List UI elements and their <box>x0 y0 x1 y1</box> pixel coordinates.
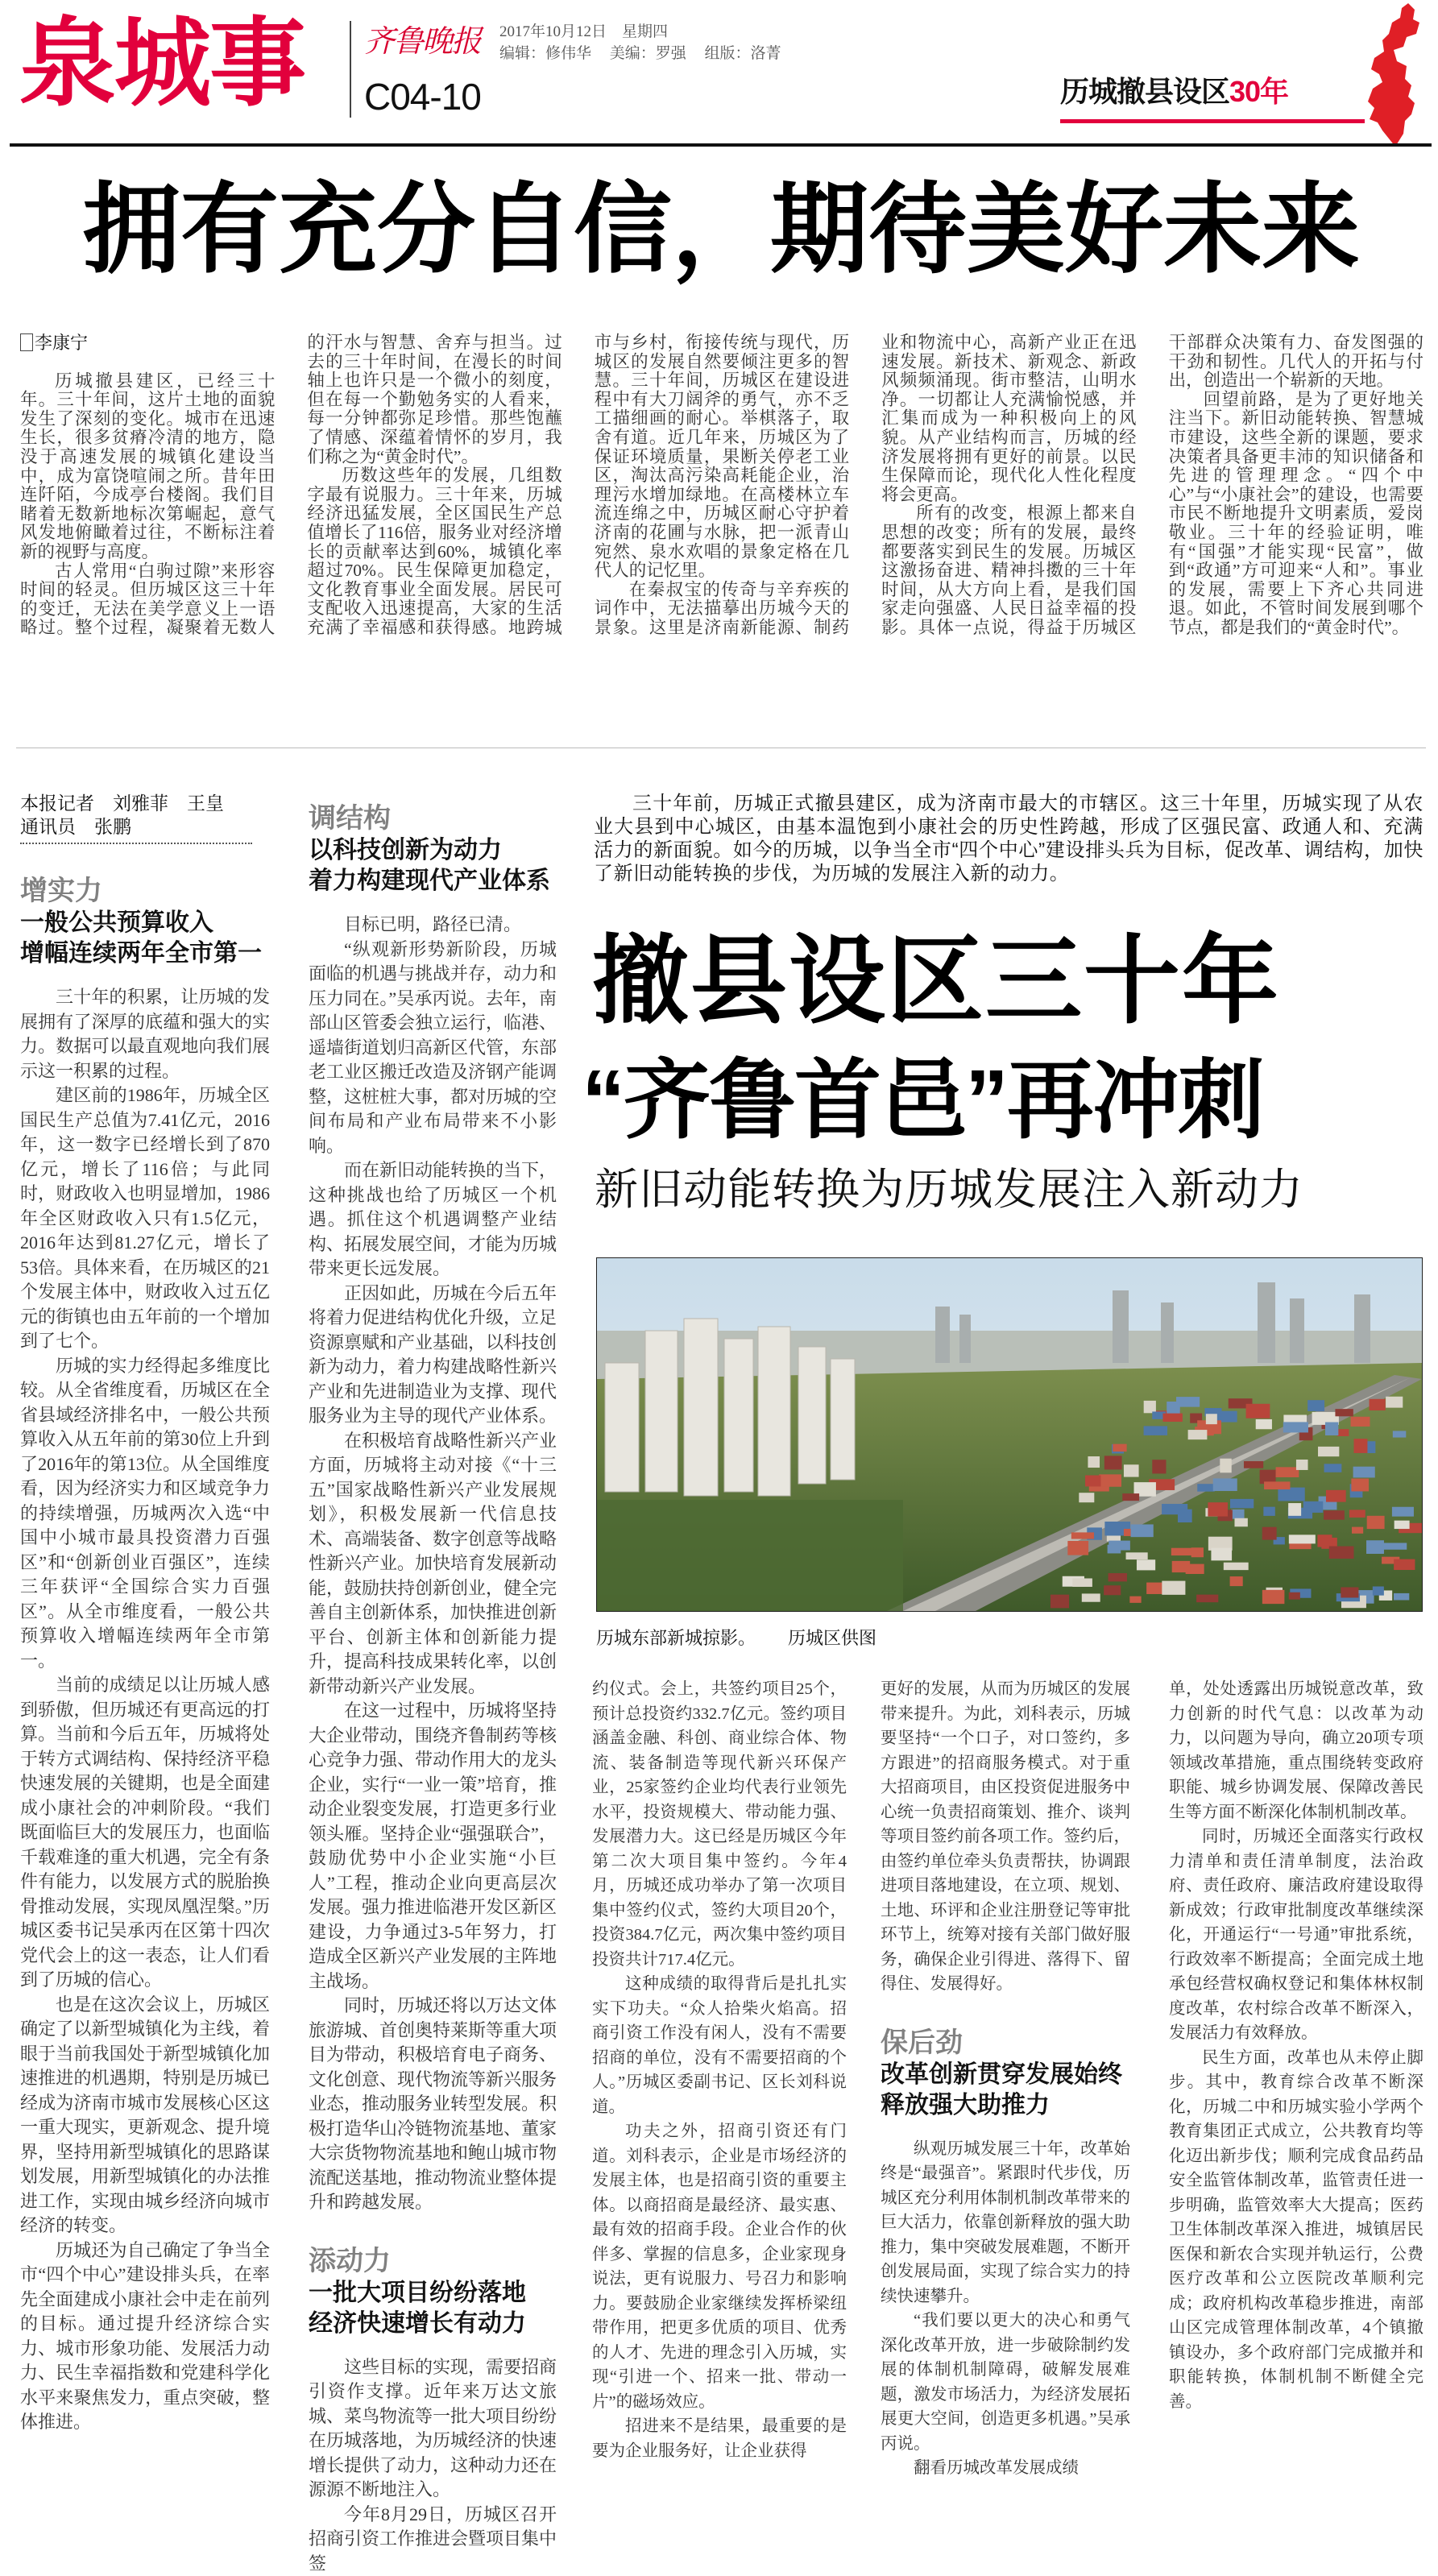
series-label-text: 历城撤县设区 <box>1060 75 1229 108</box>
photo-roof <box>1262 1590 1285 1604</box>
section-headline-line: 以科技创新为动力 <box>309 835 557 866</box>
photo-roof <box>1131 1524 1154 1537</box>
photo-roof <box>1109 1541 1130 1551</box>
photo-roof <box>1197 1484 1215 1491</box>
photo-roof <box>1067 1541 1088 1555</box>
article-paragraph: 历城撤县建区，已经三十年。三十年间，这片土地的面貌发生了深刻的变化。城市在迅速生长，很多贫瘠冷清的地方，隐没于高速发展的城镇化建设当中，成为富饶喧闹之所。昔年田连阡陌，今成亭台楼阁。我们目睹着无数新地标次第崛起，意气风发地俯瞰着过往，不断标注着新的视野与高度。 <box>20 372 275 562</box>
author-box-icon <box>20 333 33 351</box>
photo-roof <box>1349 1510 1365 1518</box>
photo-roof <box>1283 1422 1308 1432</box>
photo-roof <box>1256 1419 1272 1429</box>
photo-roof <box>1178 1510 1192 1522</box>
city-aerial-photo <box>596 1257 1423 1612</box>
article-paragraph: 今年8月29日，历城区召开招商引资工作推进会暨项目集中签 <box>309 2503 557 2576</box>
photo-roof <box>1394 1593 1409 1601</box>
photo-roof <box>1162 1414 1182 1422</box>
section-heading <box>881 2026 1130 2121</box>
photo-roof <box>1326 1490 1346 1502</box>
article-paragraph: 在这一过程中，历城将坚持大企业带动，围绕齐鲁制药等核心竞争力强、带动作用大的龙头企业，实行“一业一策”培育，推动企业裂变发展，打造更多行业领头雁。坚持企业“强强联合”，鼓励优势中小企业实施“小巨人”工程，推动企业向更高层次发展。强力推进临港开发区新区建设，力争通过3-5年努力，打造成全区新兴产业发展的主阵地主战场。 <box>309 1699 557 1994</box>
article-paragraph: 这种成绩的取得背后是扎扎实实下功夫。“众人拾柴火焰高。招商引资工作没有闲人，没有不需要招商的单位，没有不需要招商的个人。”历城区委副书记、区长刘科说道。 <box>592 1972 847 2119</box>
main-headline: 拥有充分自信，期待美好未来 <box>32 173 1410 286</box>
photo-roof <box>1113 1444 1126 1452</box>
photo-roof <box>1262 1527 1277 1540</box>
section-headline-line: 增幅连续两年全市第一 <box>20 938 270 969</box>
article-paragraph: 也是在这次会议上，历城区确定了以新型城镇化为主线，着眼于当前我国处于新型城镇化加速推进的机遇期，特别是历城已经成为济南市城市发展核心区这一重大现实，更新观念、提升境界，坚持用新型城镇化的思路谋划发展，用新型城镇化的办法推进工作，实现由城乡经济向城市经济的转变。 <box>20 1993 270 2238</box>
section-kicker: 添动力 <box>309 2244 557 2278</box>
series-label <box>1060 74 1288 110</box>
photo-roof <box>1208 1502 1228 1516</box>
article-paragraph: 历数这些年的发展，几组数字最有说服力。三十年来，历城经济迅猛发展，全区国民生产总值增长了116倍，服务业对经济增长的贡献率达到60%，城镇化率超过70%。民生保障更加稳定，文化教育事业全面发展。居民可支配收入迅速提高，大家的生活充满了幸福感和获得感。地跨城市与乡村，衔接传统与现代，历城区的发展自然要倾注更多的智慧。三十年间，历城区在建设进程中有大刀阔斧的勇气，亦不乏工描细画的耐心。举棋落子，取舍有道。近几年来，历城区为了保证环境质量，果断关停老工业区，淘汰高污染高耗能企业，治理污水增加绿地。在高楼林立车流连绵之中，历城区耐心守护着济南的花圃与水脉，把一派青山宛然、泉水欢唱的景象定格在几代人的记忆里。 <box>307 333 849 638</box>
photo-roof <box>1231 1510 1244 1519</box>
newspaper-logo: 齐鲁晚报 <box>364 21 480 63</box>
article-paragraph: 约仪式。会上，共签约项目25个，预计总投资约332.7亿元。签约项目涵盖金融、科创、商业综合体、物流、装备制造等现代新兴环保产业，25家签约企业均代表行业领先水平，投资规模大、带动能力强、发展潜力大。这已经是历城区今年第二次大项目集中签约。今年4月，历城还成功举办了第一次项目集中签约仪式，签约大项目20个，投资384.7亿元，两次集中签约项目投资共计717.4亿元。 <box>592 1677 847 1972</box>
photo-roof <box>1162 1581 1185 1595</box>
photo-roof <box>1129 1597 1141 1603</box>
column-right-1 <box>592 1677 847 2463</box>
photo-roof <box>1307 1400 1324 1411</box>
article-author <box>20 333 275 353</box>
article-paragraph: 目标已明，路径已清。 <box>309 913 557 938</box>
photo-roof <box>1104 1456 1122 1469</box>
photo-roof <box>1051 1595 1069 1609</box>
photo-roof <box>1196 1595 1218 1603</box>
photo-roof <box>1172 1561 1190 1572</box>
article-paragraph: 历城还为自己确定了争当全市“四个中心”建设排头兵，在率先全面建成小康社会中走在前列的目标。通过提升经济综合实力、城市形象功能、发展活力动力、民生幸福指数和党建科学化水平来聚焦发力，重点突破，整体推进。 <box>20 2238 270 2435</box>
photo-roof <box>1191 1547 1204 1557</box>
photo-roof <box>1230 1499 1254 1509</box>
photo-roof <box>1088 1456 1100 1468</box>
photo-roof <box>1220 1459 1231 1473</box>
article-paragraph: 民生方面，改革也从未停止脚步。其中，教育综合改革不断深化，历城二中和历城实验小学两个教育集团正式成立，公共教育均等化迈出新步伐；顺利完成食品药品安全监管体制改革，监管责任进一步明确，监管效率大大提高；医药卫生体制改革深入推进，城镇居民医保和新农合实现并轨运行，公费医疗改革和公立医院改革顺利完成；政府机构改革稳步推进，南部山区完成管理体制改革，4个镇撤镇设办，多个政府部门完成撤并和职能转换，体制机制不断健全完善。 <box>1169 2046 1423 2415</box>
author-name: 李康宁 <box>35 333 88 353</box>
photo-roof <box>1152 1460 1166 1473</box>
article-paragraph: 当前的成绩足以让历城人感到骄傲，但历城还有更高远的打算。当前和今后五年，历城将处于转方式调结构、保持经济平稳快速发展的关键期，也是全面建成小康社会的冲刺阶段。“我们既面临巨大的发展压力，也面临千载难逢的重大机遇，完全有条件有能力，以发展方式的脱胎换骨推动发展，实现凤凰涅槃。”历城区委书记吴承丙在区第十四次党代会上的这一表态，让人们看到了历城的信心。 <box>20 1673 270 1993</box>
photo-roof <box>1335 1409 1353 1416</box>
photo-roof <box>1109 1573 1127 1581</box>
photo-roof <box>1072 1578 1092 1586</box>
byline-correspondent: 通讯员 张鹏 <box>20 815 286 839</box>
photo-roof <box>1381 1543 1407 1549</box>
photo-roof <box>1392 1507 1414 1517</box>
photo-roof <box>1373 1586 1384 1595</box>
series-underline <box>1060 119 1365 123</box>
section-heading <box>20 874 270 969</box>
series-label-highlight: 30年 <box>1229 75 1288 108</box>
article-paragraph: 回望前路，是为了更好地关注当下。新旧动能转换、智慧城市建设，这些全新的课题，要求决策者具备更丰沛的知识储备和先进的管理理念。“四个中心”与“小康社会”的建设，也需要市民不断地提升文明素质，爱岗敬业。三十年的经验证明，唯有“国强”才能实现“民富”，做到“政通”方可迎来“人和”。事业的发展，需要上下齐心共同进退。如此，不管时间发展到哪个节点，都是我们的“黄金时代”。 <box>1169 391 1423 638</box>
article-paragraph: 纵观历城发展三十年，改革始终是“最强音”。紧跟时代步伐，历城区充分利用体制机制改革带来的巨大活力，依靠创新释放的强大助推力，集中突破发展难题，不断开创发展局面，实现了综合实力的持续快速攀升。 <box>881 2137 1130 2309</box>
photo-caption <box>596 1627 909 1650</box>
photo-credit: 历城区供图 <box>788 1628 876 1648</box>
editor-credits <box>499 44 796 64</box>
photo-roof <box>1394 1521 1410 1529</box>
column-left-1 <box>20 874 270 2435</box>
photo-roof <box>1337 1429 1349 1436</box>
section-brand-title: 泉城事 <box>19 11 305 116</box>
article-paragraph: “纵观新形势新阶段，历城面临的机遇与挑战并存，动力和压力同在。”吴承丙说。去年，南部山区管委会独立运行，临港、遥墙街道划归高新区代管，东部老工业区搬迁改造及济钢产能调整，这桩桩大事，都对历城的空间布局和产业布局带来不小影响。 <box>309 938 557 1159</box>
article-paragraph: 在积极培育战略性新兴产业方面，历城将主动对接《“十三五”国家战略性新兴产业发展规划》，积极发展新一代信息技术、高端装备、数字创意等战略性新兴产业。加快培育发展新动能，鼓励扶持创新创业，健全完善自主创新体系，加快推进创新平台、创新主体和创新能力提升，提高科技成果转化率，以创新带动新兴产业发展。 <box>309 1429 557 1700</box>
photo-roof <box>1224 1563 1249 1570</box>
photo-roof <box>1137 1559 1155 1570</box>
photo-roof <box>1263 1507 1274 1516</box>
photo-roof <box>1370 1399 1386 1410</box>
column-left-2 <box>309 801 557 2576</box>
section-heading <box>309 801 557 897</box>
article-paragraph: 而在新旧动能转换的当下，这种挑战也给了历城区一个机遇。抓住这个机遇调整产业结构、拓展发展空间，才能为历城带来更长远发展。 <box>309 1158 557 1282</box>
photo-roof <box>1211 1548 1232 1561</box>
section-headline-line: 一般公共预算收入 <box>20 908 270 938</box>
photo-roof <box>1234 1518 1247 1527</box>
byline-reporters: 本报记者 刘雅菲 王皇 <box>20 792 286 815</box>
photo-roof <box>1351 1417 1370 1427</box>
article-paragraph: 同时，历城还全面落实行政权力清单和责任清单制度，法治政府、责任政府、廉洁政府建设取得新成效；行政审批制度改革继续深化，开通运行“一号通”审批系统，行政效率不断提高；全面完成土地承包经营权确权登记和集体林权制度改革，农村综合改革不断深入，发展活力有效释放。 <box>1169 1824 1423 2046</box>
section-heading <box>309 2244 557 2339</box>
section-kicker: 保后劲 <box>881 2026 1130 2060</box>
photo-roof <box>1124 1464 1139 1476</box>
article-paragraph: 正因如此，历城在今后五年将着力促进结构优化升级，立足资源禀赋和产业基础，以科技创新为动力，着力构建战略性新兴产业和先进制造业为支撑、现代服务业为主导的现代产业体系。 <box>309 1282 557 1429</box>
photo-roof <box>1144 1401 1156 1413</box>
photo-roof <box>1082 1593 1100 1601</box>
photo-roof <box>1122 1493 1139 1501</box>
feature-lede: 三十年前，历城正式撤县建区，成为济南市最大的市辖区。这三十年里，历城实现了从农业大县到中心城区，由基本温饱到小康社会的历史性跨越，形成了区强民富、政通人和、充满活力的新面貌。如今的历城，以争当全市“四个中心”建设排头兵为目标，促改革、调结构，加快了新旧动能转换的步伐，为历城的发展注入新的动力。 <box>594 792 1423 885</box>
commentary-article <box>20 333 1423 638</box>
photo-roof <box>1244 1461 1263 1468</box>
photo-roof <box>1354 1439 1368 1453</box>
reporter-byline <box>20 792 286 839</box>
column-right-2 <box>881 1677 1130 2481</box>
article-paragraph: 历城的实力经得起多维度比较。从全省维度看，历城区在全省县域经济排名中，一般公共预算收入从五年前的第30位上升到了2016年的第13位。从全国维度看，因为经济实力和区域竞争力的持续增强，历城两次入选“中国中小城市最具投资潜力百强区”和“创新创业百强区”，连续三年获评“全国综合实力百强区”。从全市维度看，一般公共预算收入增幅连续两年全市第一。 <box>20 1354 270 1674</box>
header-divider <box>350 21 351 118</box>
photo-roof <box>1324 1464 1342 1472</box>
header-rule <box>10 143 1432 147</box>
byline-dotted-rule <box>20 843 252 844</box>
feature-title-line-1: 撤县设区三十年 <box>592 925 1280 1037</box>
editor-credit: 编辑：修伟华 <box>499 45 591 62</box>
photo-roof <box>1353 1467 1375 1478</box>
photo-roof <box>1324 1510 1345 1519</box>
photo-roof <box>1264 1481 1290 1489</box>
article-paragraph: 在秦叔宝的传奇与辛弃疾的词作中，无法描摹出历城今天的景象。这里是济南新能源、制药业和物流中心，高新产业正在迅速发展。新技术、新观念、新政风频频涌现。街市整洁，山明水净。一切都让人充满愉悦感，并汇集而成为一种积极向上的风貌。从产业结构而言，历城的经济发展将拥有更好的前景。以民生保障而论，现代化人性化程度将会更高。 <box>595 333 1137 638</box>
article-paragraph: 翻看历城改革发展成绩 <box>881 2456 1130 2481</box>
article-paragraph: 古人常用“白驹过隙”来形容时间的轻灵。但历城区这三十年的变迁，无法在美学意义上一语略过。整个过程，凝聚着无数人的汗水与智慧、舍弃与担当。过去的三十年时间，在漫长的时间轴上也许只是一个微小的刻度，但在每一个勤勉务实的人看来，每一分钟都弥足珍惜。那些饱蘸了情感、深蕴着情怀的岁月，我们称之为“黄金时代”。 <box>20 333 562 638</box>
district-map-icon <box>1358 2 1431 148</box>
photo-roof <box>1171 1548 1193 1555</box>
photo-roof <box>1071 1532 1094 1539</box>
layout-credit: 组版：洛菁 <box>705 45 781 62</box>
article-paragraph: 这些目标的实现，需要招商引资作支撑。近年来万达文旅城、菜鸟物流等一批大项目纷纷在历城落地，为历城经济的快速增长提供了动力，这种动力还在源源不断地注入。 <box>309 2355 557 2503</box>
article-paragraph: “我们要以更大的决心和勇气深化改革开放，进一步破除制约发展的体制机制障碍，破解发展难题，激发市场活力，为经济发展拓展更大空间，创造更多机遇。”吴承丙说。 <box>881 2309 1130 2456</box>
photo-roof <box>1352 1527 1363 1534</box>
photo-roof <box>1126 1552 1148 1559</box>
issue-date: 2017年10月12日 星期四 <box>499 23 668 42</box>
photo-roof <box>1230 1576 1243 1586</box>
photo-roof <box>1341 1587 1358 1597</box>
photo-roof <box>1367 1516 1385 1529</box>
photo-roof <box>1206 1414 1217 1424</box>
page-number: C04-10 <box>364 76 481 118</box>
section-headline-line: 改革创新贯穿发展始终 <box>881 2060 1130 2090</box>
section-kicker: 调结构 <box>309 801 557 835</box>
section-headline-line: 释放强大助推力 <box>881 2090 1130 2121</box>
article-paragraph: 招进来不是结果，最重要的是要为企业服务好，让企业获得 <box>592 2414 847 2463</box>
article-paragraph: 建区前的1986年，历城全区国民生产总值为7.41亿元，2016年，这一数字已经增长到了870亿元，增长了116倍；与此同时，财政收入也明显增加，1986年全区财政收入只有1.5亿元，2016年达到81.27亿元，增长了53倍。具体来看，在历城区的21个发展主体中，财政收入过五亿元的街镇也由五年前的一个增加到了七个。 <box>20 1083 270 1354</box>
photo-roof <box>1325 1423 1338 1435</box>
photo-roof <box>1079 1493 1094 1502</box>
designer-credit: 美编：罗强 <box>610 45 686 62</box>
photo-roof <box>1289 1534 1316 1543</box>
photo-roof <box>1288 1503 1301 1516</box>
photo-roof <box>1276 1467 1299 1477</box>
article-paragraph: 同时，历城还将以万达文体旅游城、首创奥特莱斯等重大项目为带动，积极培育电子商务、文化创意、现代物流等新兴服务业态，推动服务业转型发展。积极打造华山冷链物流基地、董家大宗货物物流基地和鲍山城市物流配送基地，推动物流业整体提升和跨越发展。 <box>309 1994 557 2215</box>
feature-subtitle: 新旧动能转换为历城发展注入新动力 <box>595 1163 1303 1216</box>
article-paragraph: 所有的改变，根源上都来自思想的改变；所有的发展，最终都要落实到民生的发展。历城区这激扬奋进、精神抖擞的三十年时间，从大方向上看，是我们国家走向强盛、人民日益幸福的投影。具体一点说，得益于历城区干部群众决策有力、奋发图强的干劲和韧性。几代人的开拓与付出，创造出一个崭新的天地。 <box>881 333 1423 638</box>
photo-roof <box>1386 1397 1403 1408</box>
photo-roof <box>1318 1447 1339 1456</box>
photo-roof <box>1351 1479 1369 1492</box>
article-paragraph: 更好的发展，从而为历城区的发展带来提升。为此，刘科表示，历城要坚持“一个口子，对口签约，多方跟进”的招商服务模式。对于重大招商项目，由区投资促进服务中心统一负责招商策划、推介、谈判等项目签约前各项工作。签约后，由签约单位牵头负责帮扶，协调跟进项目落地建设，在立项、规划、土地、环评和企业注册登记等审批环节上，统筹对接有关部门做好服务，确保企业引得进、落得下、留得住、发展得好。 <box>881 1677 1130 1997</box>
photo-roof <box>1394 1559 1415 1570</box>
photo-roof <box>1296 1460 1308 1470</box>
photo-roof <box>1278 1488 1304 1501</box>
photo-roof <box>1144 1426 1167 1435</box>
column-right-3 <box>1169 1677 1423 2414</box>
photo-roof <box>1289 1592 1300 1600</box>
photo-roof <box>1213 1478 1237 1491</box>
photo-roof <box>1104 1585 1121 1595</box>
photo-roof <box>1188 1430 1208 1439</box>
photo-roof <box>1246 1404 1270 1418</box>
photo-roof <box>1329 1547 1354 1559</box>
article-paragraph: 三十年的积累，让历城的发展拥有了深厚的底蕴和强大的实力。数据可以最直观地向我们展示这一积累的过程。 <box>20 985 270 1083</box>
photo-caption-text: 历城东部新城掠影。 <box>596 1628 756 1648</box>
feature-title-line-2: “齐鲁首邑”再冲刺 <box>582 1044 1263 1157</box>
photo-roof <box>1085 1476 1100 1487</box>
article-paragraph: 功夫之外，招商引资还有门道。刘科表示，企业是市场经济的发展主体，也是招商引资的重要主体。以商招商是最经济、最实惠、最有效的招商手段。企业合作的伙伴多、掌握的信息多，企业家现身说法，更有说服力、号召力和影响力。要鼓励企业家继续发挥桥梁纽带作用，把更多优质的项目、优秀的人才、先进的理念引入历城，实现“引进一个、招来一批、带动一片”的磁场效应。 <box>592 2119 847 2414</box>
photo-roof <box>1167 1402 1180 1414</box>
photo-roof <box>1099 1474 1121 1486</box>
section-headline-line: 一批大项目纷纷落地 <box>309 2278 557 2309</box>
section-kicker: 增实力 <box>20 874 270 908</box>
article-paragraph: 单，处处透露出历城锐意改革，致力创新的时代气息：以改革为动力，以问题为导向，确立20项专项领域改革措施，重点围绕转变政府职能、城乡协调发展、保障改善民生等方面不断深化体制机制改革。 <box>1169 1677 1423 1824</box>
section-headline-line: 经济快速增长有动力 <box>309 2309 557 2339</box>
section-headline-line: 着力构建现代产业体系 <box>309 866 557 897</box>
photo-roof <box>1317 1534 1332 1547</box>
photo-roof <box>1393 1431 1406 1437</box>
